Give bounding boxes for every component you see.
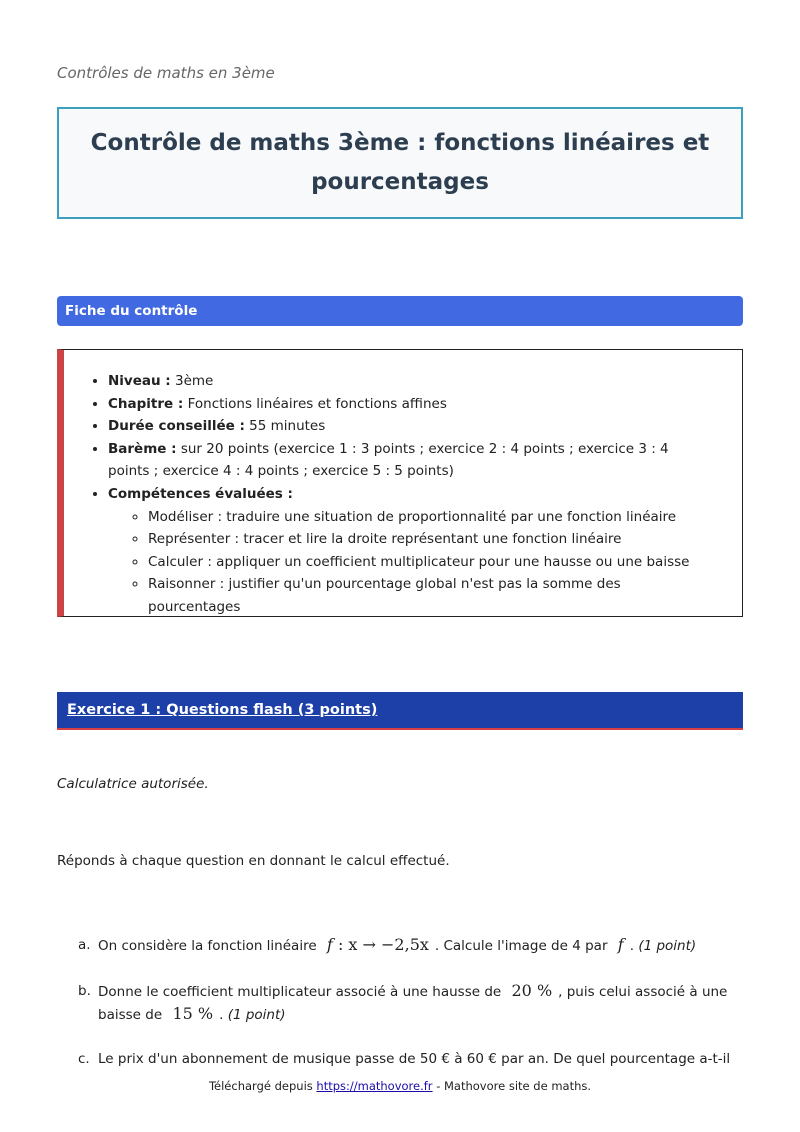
fiche-box (57, 349, 743, 617)
fiche-item-niveau: • Niveau : 3ème (108, 370, 712, 393)
math-expression: 15 % (172, 1004, 214, 1023)
fiche-item-chapitre: • Chapitre : Fonctions linéaires et fonctions affines (108, 393, 712, 416)
fiche-item-duree: • Durée conseillée : 55 minutes (108, 415, 712, 438)
skill-item: ◦ Raisonner : justifier qu'un pourcentage global n'est pas la somme des pourcentages (148, 573, 712, 618)
breadcrumb-kicker: Contrôles de maths en 3ème (57, 64, 275, 82)
question-label: a. (78, 937, 91, 953)
question-b: b. Donne le coefficient multiplicateur associé à une hausse de 20 % , puis celui associé à une baisse de 15 % . (1 point) (78, 981, 728, 1023)
skill-item: ◦ Calculer : appliquer un coefficient multiplicateur pour une hausse ou une baisse (148, 551, 712, 574)
fiche-list (108, 370, 712, 619)
skills-list (108, 506, 712, 619)
exercise-1-title: Exercice 1 : Questions flash (3 points) (67, 702, 378, 718)
fiche-item-competences: • Compétences évaluées : ◦ Modéliser : traduire une situation de proportionnalité par une fonction linéaire ◦ Représenter : tracer et lire la droite représentant une fonction linéaire ◦ Calculer : appliquer un coefficient multiplicateur pour une hausse ou une baisse ◦ Raisonner : justifier qu'un pourcentage global n'est pas la somme des pourcentages (108, 483, 712, 619)
fiche-item-bareme: • Barème : sur 20 points (exercice 1 : 3 points ; exercice 2 : 4 points ; exercice 3 : 4 points ; exercice 4 : 4 points ; exercice 5 : 5 points) (108, 438, 712, 483)
title-box (57, 107, 743, 219)
footer-link[interactable]: https://mathovore.fr (316, 1079, 433, 1093)
exercise-note: Calculatrice autorisée. (57, 776, 209, 792)
fiche-header: Fiche du contrôle (57, 296, 743, 326)
points-label: (1 point) (638, 938, 697, 954)
math-expression: 20 % (511, 981, 553, 1000)
question-c: c. Le prix d'un abonnement de musique passe de 50 € à 60 € par an. De quel pourcentage a-t-il (78, 1048, 748, 1070)
footer: Téléchargé depuis https://mathovore.fr - Mathovore site de maths. (208, 1079, 592, 1093)
question-label: c. (78, 1051, 90, 1067)
question-label: b. (78, 983, 91, 999)
math-expression: f : x → −2,5x (326, 935, 429, 954)
skill-item: ◦ Modéliser : traduire une situation de proportionnalité par une fonction linéaire (148, 506, 712, 529)
math-expression: f (617, 935, 624, 954)
question-a: a. On considère la fonction linéaire f : x → −2,5x . Calcule l'image de 4 par f . (1 point) (78, 935, 697, 954)
skill-item: ◦ Représenter : tracer et lire la droite représentant une fonction linéaire (148, 528, 712, 551)
exercise-1-header (57, 692, 743, 730)
page-title: Contrôle de maths 3ème : fonctions linéaires et pourcentages (90, 130, 710, 195)
points-label: (1 point) (227, 1007, 286, 1023)
exercise-instruction: Réponds à chaque question en donnant le calcul effectué. (57, 853, 450, 869)
